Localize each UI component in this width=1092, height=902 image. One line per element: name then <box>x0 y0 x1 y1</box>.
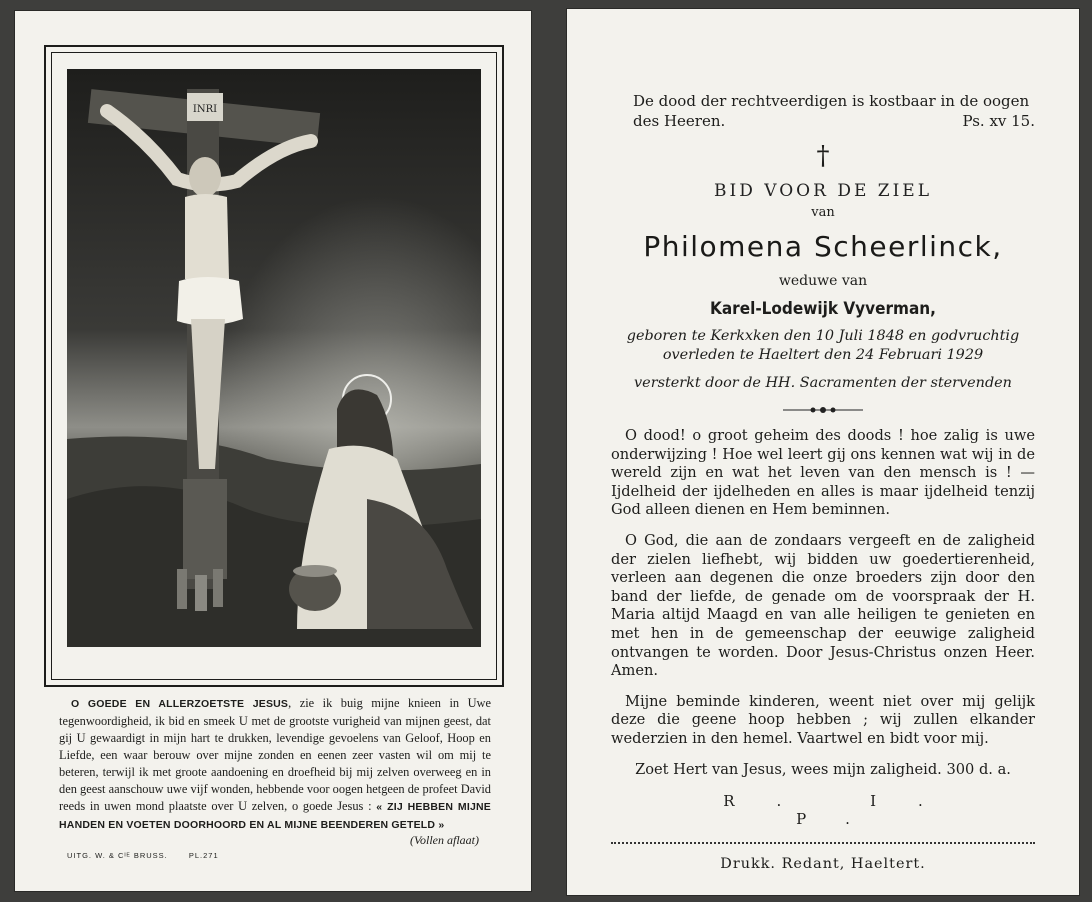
birth-death-details: geboren te Kerkxken den 10 Juli 1848 en godvruchtig overleden te Haeltert den 24 Februari 1929 <box>626 328 1020 363</box>
publisher-name: UITG. W. & Cᴵᴱ BRUSS. <box>67 851 168 860</box>
ornament-divider <box>611 401 1035 413</box>
stake-1 <box>177 569 187 609</box>
farewell-paragraph: Mijne beminde kinderen, weent niet over mij gelijk deze die geene hoop hebben ; wij zullen elkander wederzien in den hemel. Vaartwel en bidt voor mij. <box>611 692 1035 747</box>
meditation-paragraph: O dood! o groot geheim des doods ! hoe zalig is uwe onderwijzing ! Hoe wel leert gij ons kennen wat wij in de wereld zijn en wat het leven van den mensch is ! — Ijdelheid der ijdelheden en alles is maar ijdelheid tenzij God alleen dienen en Hem beminnen. <box>611 427 1035 519</box>
prayer-paragraph: O God, die aan de zondaars vergeeft en de zaligheid der zielen liefhebt, wij bidden uw goedertierenheid, verleen aan degenen die onze broeders zijn door den band der liefde, de genade om de voorspraak der H. Maria altijd Maagd en van alle heiligen te genieten en met hen in de gemeenschap der eeuwige zaligheid ontvangen te worden. Door Jesus-Christus onzen Heer. Amen. <box>611 531 1035 680</box>
inri-text: INRI <box>192 104 218 115</box>
van-label: van <box>811 205 835 220</box>
crucifixion-illustration <box>67 69 481 647</box>
christ-head <box>189 157 221 197</box>
rip-text: R. I. P. <box>723 791 965 828</box>
sacred-heart-invocation: Zoet Hert van Jesus, wees mijn zaligheid. 300 d. a. <box>635 760 1011 778</box>
dotted-divider <box>611 842 1035 844</box>
epigraph-line-2: des Heeren. <box>633 112 726 130</box>
prayer-invocation: O GOEDE EN ALLERZOETSTE JESUS <box>71 698 289 710</box>
husband-name: Karel-Lodewijk Vyverman, <box>709 299 936 319</box>
epigraph-reference: Ps. xv 15. <box>962 112 1035 130</box>
holy-card-back <box>566 8 1080 896</box>
epigraph-row-2 <box>633 111 1035 131</box>
christ-torso <box>185 194 229 284</box>
epigraph-line-1: De dood der rechtveerdigen is kostbaar in de oogen <box>633 92 1030 110</box>
cross-icon: † <box>816 141 830 171</box>
cross-base <box>183 479 227 579</box>
indulgence-note: (Vollen aflaat) <box>410 833 479 847</box>
epigraph <box>633 91 1035 131</box>
stake-3 <box>213 569 223 607</box>
widow-of-label: weduwe van <box>778 273 868 289</box>
deceased-name: Philomena Scheerlinck, <box>643 230 1003 263</box>
holy-card-front <box>14 10 532 892</box>
prayer-text <box>59 695 491 834</box>
plate-number: PL.271 <box>188 851 219 860</box>
loincloth <box>177 277 243 326</box>
ointment-jar-lid <box>293 565 337 577</box>
publisher-line <box>67 851 237 860</box>
prayer-quote: « ZIJ HEBBEN MIJNE HANDEN EN VOETEN DOORHOORD EN AL MIJNE BEENDEREN GETELD » <box>59 801 491 831</box>
stake-2 <box>195 575 207 611</box>
sacraments-note: versterkt door de HH. Sacramenten der stervenden <box>634 375 1012 391</box>
heading-pray-for-soul: BID VOOR DE ZIEL <box>714 181 932 201</box>
printer-credit: Drukk. Redant, Haeltert. <box>720 855 926 872</box>
prayer-body: , zie ik buig mijne knieen in Uwe tegenwoordigheid, ik bid en smeek U met de grootste vurigheid van mijnen geest, dat gij U gewaardigt in mijn hart te drukken, levendige gevoelens van Geloof, Hoop en Liefde, een waar berouw over mijne zonden en eenen zeer vasten wil om mij te beteren, terwijl ik met groote aandoening en droefheid bij mij zelven overweeg en in den geest aanschouw uwe vijf wonden, hebbende voor oogen hetgeen de profeet David reeds in uwen mond plaatste over U zelven, o goede Jesus : <box>59 696 491 813</box>
